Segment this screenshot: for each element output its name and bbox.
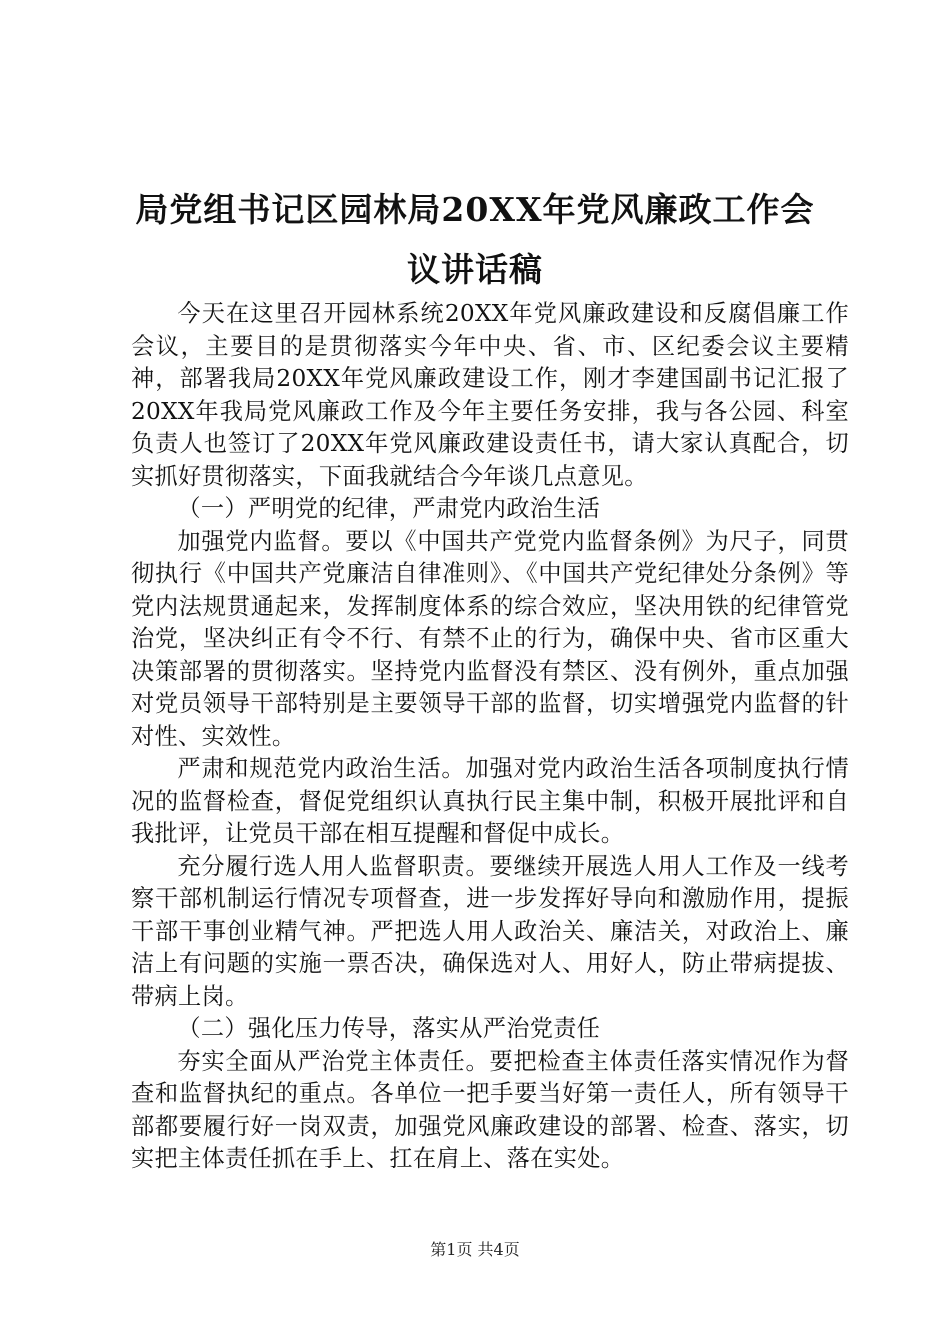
body-paragraph: 加强党内监督。要以《中国共产党党内监督条例》为尺子，同贯彻执行《中国共产党廉洁自律准则》、《中国共产党纪律处分条例》等党内法规贯通起来，发挥制度体系的综合效应，坚决用铁的纪律管党治党，坚决纠正有令不行、有禁不止的行为，确保中央、省市区重大决策部署的贯彻落实。坚持党内监督没有禁区、没有例外，重点加强对党员领导干部特别是主要领导干部的监督，切实增强党内监督的针对性、实效性。 [131, 527, 849, 750]
body-paragraph: 夯实全面从严治党主体责任。要把检查主体责任落实情况作为督查和监督执纪的重点。各单位一把手要当好第一责任人，所有领导干部都要履行好一岗双责，加强党风廉政建设的部署、检查、落实，切实把主体责任抓在手上、扛在肩上、落在实处。 [131, 1047, 849, 1172]
body-paragraph: 充分履行选人用人监督职责。要继续开展选人用人工作及一线考察干部机制运行情况专项督查，进一步发挥好导向和激励作用，提振干部干事创业精气神。严把选人用人政治关、廉洁关，对政治上、廉洁上有问题的实施一票否决，确保选对人、用好人，防止带病提拔、带病上岗。 [131, 852, 849, 1010]
section-heading-2: （二）强化压力传导，落实从严治党责任 [177, 1015, 601, 1042]
document-title-line-1: 局党组书记区园林局20XX年党风廉政工作会 [135, 190, 815, 229]
intro-paragraph: 今天在这里召开园林系统20XX年党风廉政建设和反腐倡廉工作会议，主要目的是贯彻落实今年中央、省、市、区纪委会议主要精神，部署我局20XX年党风廉政建设工作，刚才李建国副书记汇报了20XX年我局党风廉政工作及今年主要任务安排，我与各公园、科室负责人也签订了20XX年党风廉政建设责任书，请大家认真配合，切实抓好贯彻落实，下面我就结合今年谈几点意见。 [131, 300, 849, 490]
document-title-line-2: 议讲话稿 [407, 250, 543, 289]
page-number-footer: 第1页 共4页 [430, 1240, 520, 1259]
section-heading-1: （一）严明党的纪律，严肃党内政治生活 [177, 495, 601, 522]
body-paragraph: 严肃和规范党内政治生活。加强对党内政治生活各项制度执行情况的监督检查，督促党组织认真执行民主集中制，积极开展批评和自我批评，让党员干部在相互提醒和督促中成长。 [131, 755, 849, 847]
document-body [131, 298, 849, 1176]
